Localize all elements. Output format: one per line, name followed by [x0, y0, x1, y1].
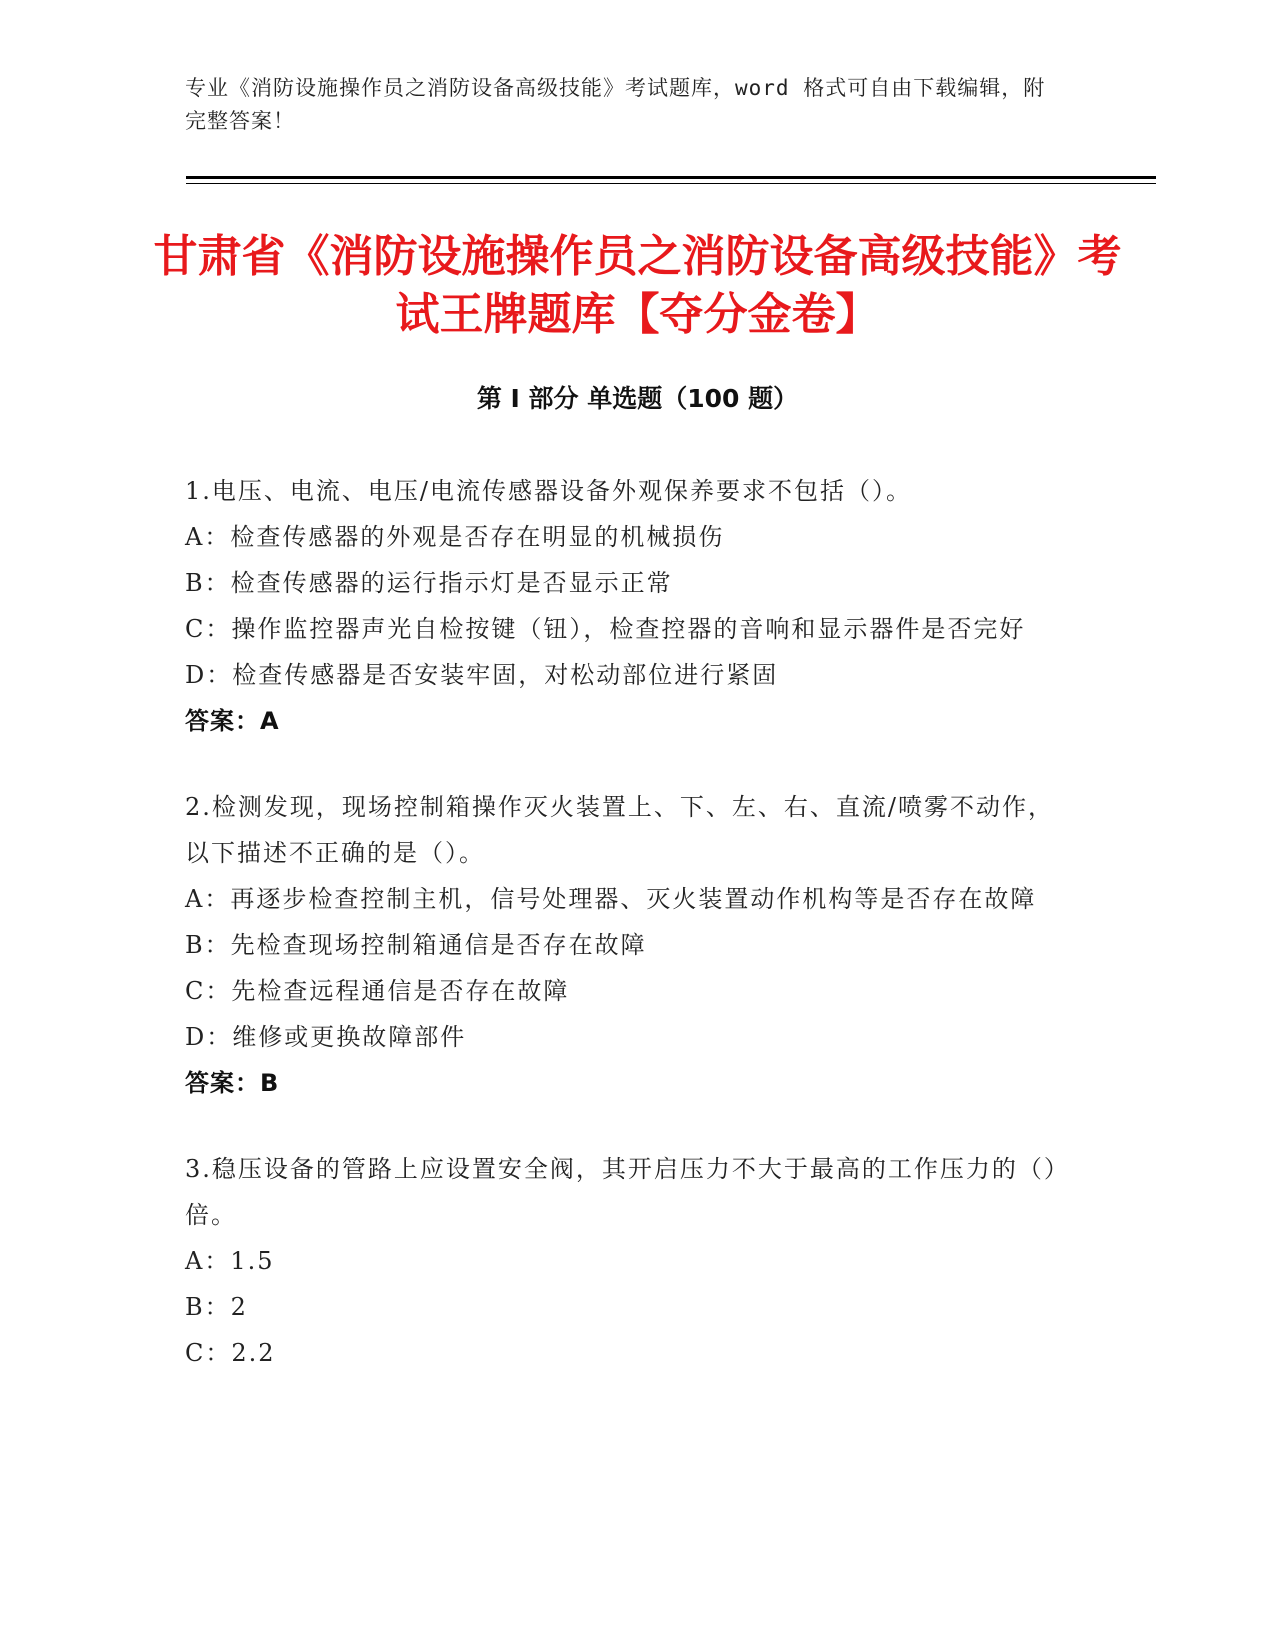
option-d: D：维修或更换故障部件 — [185, 1023, 467, 1051]
question-stem: 2.检测发现，现场控制箱操作灭火装置上、下、左、右、直流/喷雾不动作，以下描述不正确的是（）。 — [185, 793, 1054, 867]
option-b: B：先检查现场控制箱通信是否存在故障 — [185, 931, 647, 959]
question-stem: 3.稳压设备的管路上应设置安全阀，其开启压力不大于最高的工作压力的（）倍。 — [185, 1155, 1058, 1229]
question-2 — [185, 784, 1065, 1106]
option-a: A：1.5 — [185, 1247, 275, 1275]
answer: 答案：A — [185, 707, 280, 735]
header-rule-thin — [186, 183, 1156, 184]
question-1 — [185, 468, 1065, 744]
option-a: A：检查传感器的外观是否存在明显的机械损伤 — [185, 523, 725, 551]
option-b: B：检查传感器的运行指示灯是否显示正常 — [185, 569, 673, 597]
option-d: D：检查传感器是否安装牢固，对松动部位进行紧固 — [185, 661, 779, 689]
question-3 — [185, 1146, 1065, 1376]
header-rule-thick — [186, 176, 1156, 179]
option-c: C：2.2 — [185, 1339, 276, 1367]
header-note: 专业《消防设施操作员之消防设备高级技能》考试题库，word 格式可自由下载编辑，附完整答案！ — [185, 76, 1046, 133]
option-a: A：再逐步检查控制主机，信号处理器、灭火装置动作机构等是否存在故障 — [185, 885, 1037, 913]
answer: 答案：B — [185, 1069, 280, 1097]
option-c: C：操作监控器声光自检按键（钮），检查控器的音响和显示器件是否完好 — [185, 615, 1026, 643]
document-title: 甘肃省《消防设施操作员之消防设备高级技能》考试王牌题库【夺分金卷】 — [153, 231, 1122, 340]
section-title: 第 I 部分 单选题（100 题） — [476, 384, 799, 413]
question-stem: 1.电压、电流、电压/电流传感器设备外观保养要求不包括（）。 — [185, 477, 912, 505]
question-list — [185, 468, 1065, 1416]
option-b: B：2 — [185, 1293, 248, 1321]
option-c: C：先检查远程通信是否存在故障 — [185, 977, 570, 1005]
